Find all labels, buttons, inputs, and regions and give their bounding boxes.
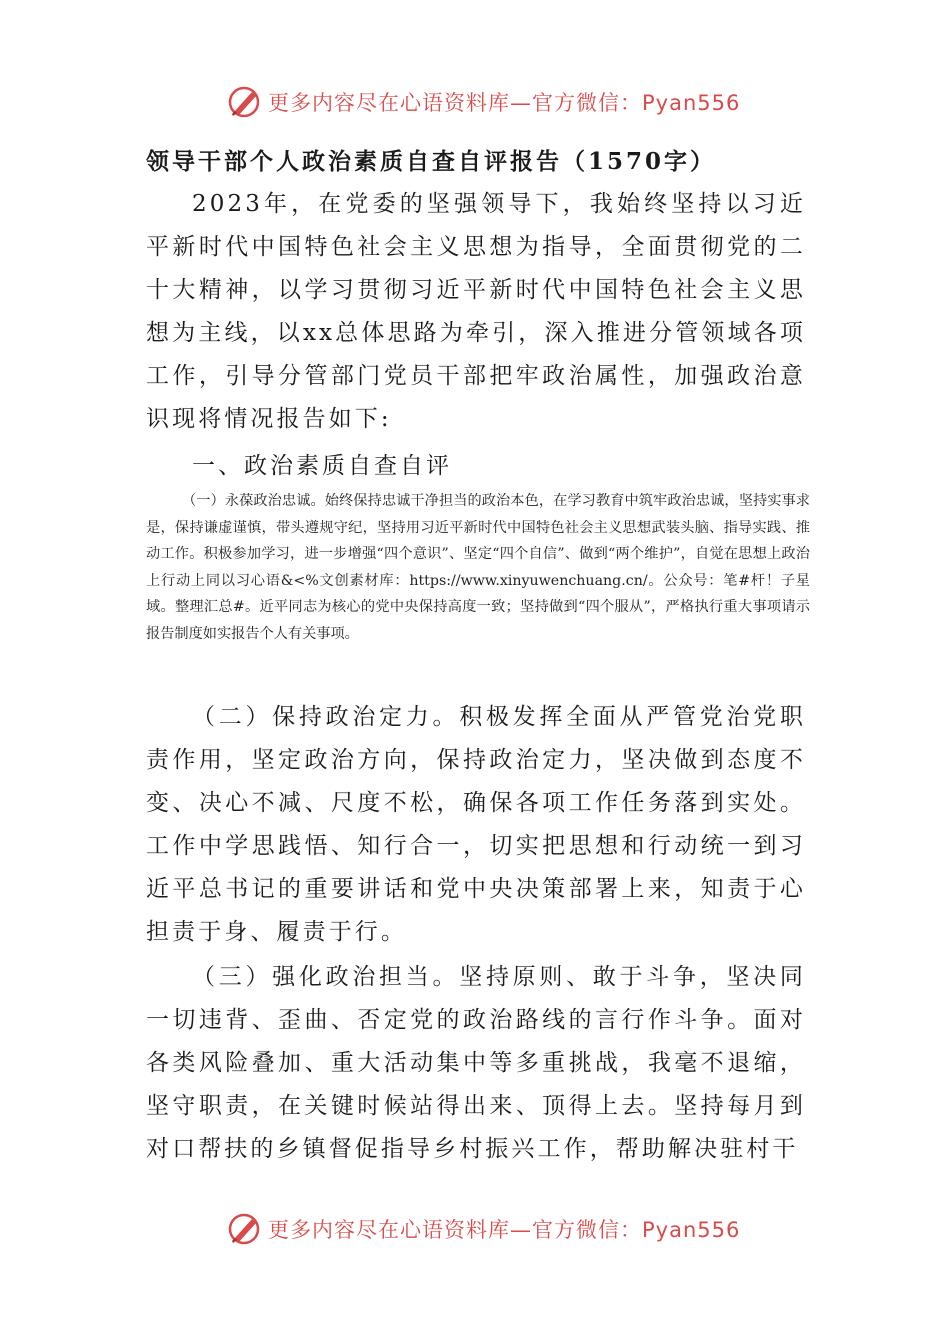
paragraph-political-determination: （二）保持政治定力。积极发挥全面从严管党治党职责作用，坚定政治方向，保持政治定力，坚决做到态度不变、决心不减、尺度不松，确保各项工作任务落到实处。工作中学思践悟、知行合一，切实把思想和行动统一到习近平总书记的重要讲话和党中央决策部署上来，知责于心担责于身、履责于行。 [146,704,806,945]
document-title: 领导干部个人政治素质自查自评报告（1570字） [146,148,717,175]
banner-text: 更多内容尽在心语资料库—官方微信：Pyan556 [268,1218,741,1242]
intro-paragraph: 2023年，在党委的坚强领导下，我始终坚持以习近平新时代中国特色社会主义思想为指导，全面贯彻党的二十大精神，以学习贯彻习近平新时代中国特色社会主义思想为主线，以xx总体思路为牵引，深入推进分管领域各项工作，引导分管部门党员干部把牢政治属性，加强政治意识现将情况报告如下: [146,191,806,432]
header-banner [226,80,740,124]
pen-circle-icon [226,1211,262,1247]
footer-banner [226,1207,740,1251]
small-paragraph: （一）永葆政治忠诚。始终保持忠诚干净担当的政治本色，在学习教育中筑牢政治忠诚，坚持实事求是，保持谦虚谨慎，带头遵规守纪，坚持用习近平新时代中国特色社会主义思想武装头脑、指导实践、推动工作。积极参加学习，进一步增强“四个意识”、坚定“四个自信”、做到“两个维护”，自觉在思想上政治上行动上同以习心语&<%文创素材库：https://www.xinyuwenchuang.cn/。公众号：笔#杆！子星域。整理汇总#。近平同志为核心的党中央保持高度一致；坚持做到“四个服从”，严格执行重大事项请示报告制度如实报告个人有关事项。 [146,493,810,642]
pen-circle-icon [226,84,262,120]
section-heading: 一、政治素质自查自评 [192,453,452,479]
banner-text: 更多内容尽在心语资料库—官方微信：Pyan556 [268,91,741,115]
paragraph-political-responsibility: （三）强化政治担当。坚持原则、敢于斗争，坚决同一切违背、歪曲、否定党的政治路线的言行作斗争。面对各类风险叠加、重大活动集中等多重挑战，我毫不退缩，坚守职责，在关键时候站得出来、顶得上去。坚持每月到对口帮扶的乡镇督促指导乡村振兴工作，帮助解决驻村干 [146,964,806,1162]
